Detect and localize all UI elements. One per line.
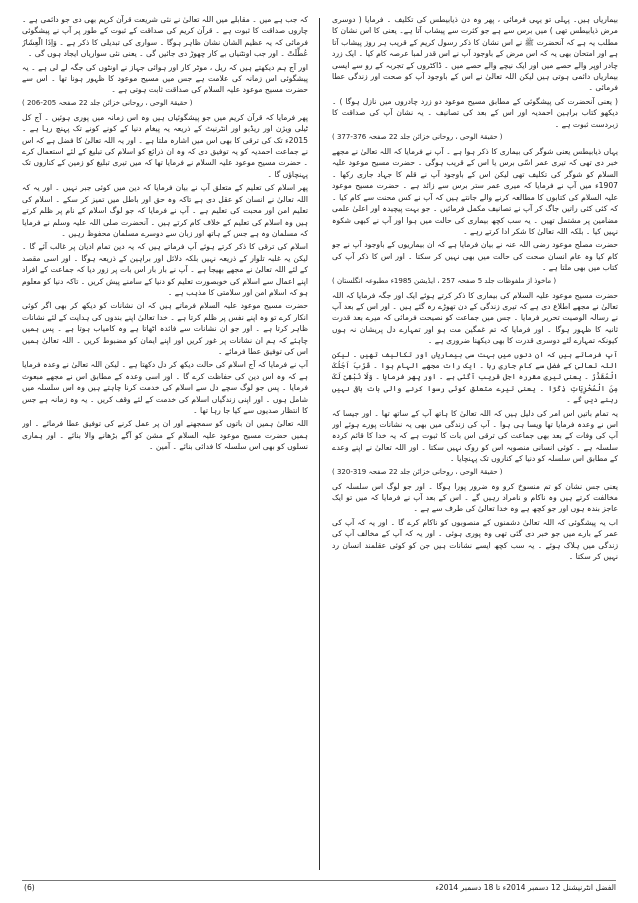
paragraph: یہاں ذیابیطس یعنی شوگر کی بیماری کا ذکر ہوا ہے ۔ آپ نے فرمایا کہ اللہ تعالیٰ نے مجھے خبر دی تھی کہ تیری عمر اسّی برس یا اس کے قریب ہوگی ۔ حضرت مسیح موعود علیہ السلام کو شوگر کی تکلیف تھی لیکن اس کے باوجود آپ نے قلم کا جہاد جاری رکھا ۔ 1907ء میں آپ نے فرمایا کہ میری عمر ستر برس سے زائد ہے ۔ حضرت مسیح موعود علیہ السلام کی کتابوں کا مطالعہ کرنے والے جانتے ہیں کہ آپ نے کس محنت سے کام کیا ۔ کہ کئی کئی راتیں جاگ کر آپ نے تصانیف مکمل فرمائیں ۔ جو بہت پیچیدہ اور اعلیٰ علمی مضامین پر مشتمل تھیں ۔ یہ سب کچھ بیماری کی حالت میں ہوا اور آپ نے کبھی شکوہ نہیں کیا ۔ بلکہ اللہ تعالیٰ کا شکر ادا کرتے رہے ۔: [332, 147, 618, 236]
paragraph: اسلام کی ترقی کا ذکر کرتے ہوئے آپ فرماتے ہیں کہ یہ دین تمام ادیان پر غالب آئے گا ۔ لیکن یہ غلبہ تلوار کے ذریعہ نہیں بلکہ دلائل اور براہین کے ذریعہ ہوگا ۔ اور اسی مقصد کے لئے اللہ تعالیٰ نے مجھے بھیجا ہے ۔ آپ نے بار بار اس بات پر زور دیا کہ جماعت کے افراد اپنے اعمال سے اسلام کی خوبصورت تعلیم کو دنیا کے سامنے پیش کریں ۔ تاکہ دنیا کو معلوم ہو کہ اسلام امن اور سلامتی کا مذہب ہے ۔: [22, 242, 308, 297]
paragraph: اللہ تعالیٰ ہمیں ان باتوں کو سمجھنے اور ان پر عمل کرنے کی توفیق عطا فرمائے ۔ اور ہمیں حضرت مسیح موعود علیہ السلام کے مشن کو آگے بڑھانے والا بنائے ۔ اور ہماری نسلوں کو بھی اس سلسلہ کا فدائی بنائے ۔ آمین ۔: [22, 419, 308, 452]
paragraph: حضرت مسیح موعود علیہ السلام کی بیماری کا ذکر کرتے ہوئے ایک اور جگہ فرمایا کہ اللہ تعالیٰ نے مجھے اطلاع دی ہے کہ تیری زندگی کے دن تھوڑے رہ گئے ہیں ۔ اور اس کے بعد آپ نے رسالہ الوصیت تحریر فرمایا ۔ جس میں جماعت کو نصیحت فرمائی کہ میرے بعد قدرت ثانیہ کا ظہور ہوگا ۔ اور فرمایا کہ تم غمگین مت ہو اور تمہارے دل پریشان نہ ہوں کیونکہ تمہارے لئے دوسری قدرت کا بھی دیکھنا ضروری ہے ۔: [332, 290, 618, 346]
paragraph: حضرت مصلح موعود رضی اللہ عنہ نے بیان فرمایا ہے کہ ان بیماریوں کے باوجود آپ نے جو کام کیا وہ عام انسان صحت کی حالت میں بھی نہیں کر سکتا ۔ اور اس کا ذکر آپ کی کتاب میں بھی ملتا ہے ۔: [332, 240, 618, 273]
paragraph: اب یہ پیشگوئی کہ اللہ تعالیٰ دشمنوں کے منصوبوں کو ناکام کرے گا ۔ اور یہ کہ آپ کی عمر کے بارے میں جو خبر دی گئی تھی وہ پوری ہوئی ۔ اور یہ کہ آپ کے مخالف آپ کی زندگی میں ہلاک ہوئے ۔ یہ سب کچھ ایسے نشانات ہیں جن کو کوئی عقلمند انسان رد نہیں کر سکتا ۔: [332, 517, 618, 562]
column-divider: [319, 18, 320, 870]
paragraph: ( یعنی آنحضرت کی پیشگوئی کے مطابق مسیح موعود دو زرد چادروں میں نازل ہوگا ) ۔ دیکھو کتاب براہین احمدیہ اور اس کے بعد کی تصانیف ۔ یہ نشان آپ کی صداقت کا زبردست ثبوت ہے ۔: [332, 96, 618, 129]
paragraph: پھر اسلام کی تعلیم کے متعلق آپ نے بیان فرمایا کہ دین میں کوئی جبر نہیں ۔ اور یہ کہ اللہ تعالیٰ نے انسان کو عقل دی ہے تاکہ وہ حق اور باطل میں تمیز کر سکے ۔ اسلام کی تعلیم امن اور محبت کی تعلیم ہے ۔ آپ نے فرمایا کہ جو لوگ اسلام کے نام پر ظلم کرتے ہیں وہ اسلام کی تعلیم کے خلاف کام کرتے ہیں ۔ آنحضرت صلی اللہ علیہ وسلم نے فرمایا کہ مسلمان وہ ہے جس کے ہاتھ اور زبان سے دوسرے مسلمان محفوظ رہیں ۔: [22, 183, 308, 238]
paragraph: آپ فرماتے ہیں کہ ان دنوں میں بہت سی بیماریاں اور تکالیف تھیں ۔ لیکن اللہ تعالیٰ کے فضل سے کام جاری رہا ۔ ایک رات مجھے الہام ہوا ۔ قَرُبَ اَجَلُکَ الْمُقَدَّرُ ۔ یعنی تیری مقررہ اجل قریب آگئی ہے ۔ اور پھر فرمایا ۔ وَلَا نُبْقِیْ لَکَ مِنَ الْمُخْزِیَاتِ ذِکْرًا ۔ یعنی تیرے متعلق کوئی رسوا کرنے والی بات باقی نہیں رہنے دیں گے ۔: [332, 349, 618, 405]
right-column: [332, 14, 618, 869]
citation: ( حقیقۃ الوحی ، روحانی خزائن جلد 22 صفحہ 376-377 ): [332, 133, 503, 142]
paragraph: پھر فرمایا کہ قرآن کریم میں جو پیشگوئیاں ہیں وہ اس زمانہ میں پوری ہوئیں ۔ آج کل ٹیلی ویژن اور ریڈیو اور انٹرنیٹ کے ذریعہ یہ پیغام دنیا کے کونے کونے تک پہنچ رہا ہے ۔ 2015ء تک کی ترقی کا بھی اس میں اشارہ ملتا ہے ۔ اور یہ اللہ تعالیٰ کا فضل ہے کہ اس نے جماعت احمدیہ کو یہ توفیق دی کہ وہ ان ذرائع کو اسلام کی تبلیغ کے لئے استعمال کرے ۔ حضرت مسیح موعود علیہ السلام نے فرمایا تھا کہ میں تیری تبلیغ کو زمین کے کناروں تک پہنچاؤں گا ۔: [22, 112, 308, 179]
left-column: [22, 14, 308, 869]
paragraph: کہ جب ہے میں ۔ مقابلے میں اللہ تعالیٰ نے نئی شریعت قرآن کریم بھی دی جو دائمی ہے ۔ چاروں صداقت کا ثبوت ہے ۔ قرآن کریم کی صداقت کے ثبوت کے طور پر آپ نے پیشگوئی فرمائی کہ یہ عظیم الشان نشان ظاہر ہوگا ۔ سواری کی تبدیلی کا ذکر ہے ۔ وَاِذَا الْعِشَارُ عُطِّلَتْ ۔ اور جب اونٹنیاں بے کار چھوڑ دی جائیں گی ۔ یعنی نئی سواریاں ایجاد ہوں گی ۔: [22, 15, 308, 59]
paragraph: اور آج ہم دیکھتے ہیں کہ ریل ، موٹر کار اور ہوائی جہاز نے اونٹوں کی جگہ لے لی ہے ۔ یہ پیشگوئی اس زمانہ کی علامت ہے جس میں مسیح موعود کا ظہور ہونا تھا ۔ اس سے حضرت مسیح موعود علیہ السلام کی صداقت ثابت ہوتی ہے ۔: [22, 62, 308, 95]
page-number: (6): [24, 883, 35, 892]
issue-date: الفضل انٹرنیشنل 12 دسمبر 2014ء تا 18 دسمبر 2014ء: [435, 883, 616, 892]
citation: ( ماخوذ از ملفوظات جلد 5 صفحہ 257 ، ایڈیشن 1985ء مطبوعہ انگلستان ): [332, 276, 557, 285]
paragraph: بیماریاں ہیں۔ پہلی تو یہی فرمائی ، پھر وہ دن ذیابیطس کی تکلیف ۔ فرمایا ( دوسری مرض ذیابیطس تھی ) میں برس سے ہے جو کثرت سے پیشاب آتا ہے۔ یعنی کا اس نشان کا مطلب یہ ہے کہ آنحضرت ﷺ نے اس نشان کا ذکر رسول کریم کے قریب ہر روز پیشاب آتا ہے اور امتحان بھی یہ کہ اس مرض کے باوجود آپ نے اس قدر لمبا عرصہ کام کیا ۔ ایک زرد چادر اوپر والے حصے میں اور ایک نیچے والے حصے میں ۔ ڈاکٹروں کے تجربہ کے رو سے ایسی بیماریاں دائمی ہوتی ہیں لیکن اللہ تعالیٰ نے اس کے باوجود آپ کو صحت اور زندگی عطا فرمائی ۔: [332, 15, 618, 93]
paragraph: حضرت مسیح موعود علیہ السلام فرماتے ہیں کہ ان نشانات کو دیکھ کر بھی اگر کوئی انکار کرے تو وہ اپنے نفس پر ظلم کرتا ہے ۔ خدا تعالیٰ اپنے بندوں کی ہدایت کے لئے نشانات ظاہر کرتا ہے ۔ اور جو ان نشانات سے فائدہ اٹھاتا ہے وہ کامیاب ہوتا ہے ۔ پس ہمیں چاہئے کہ ہم ان نشانات پر غور کریں اور اپنے ایمان کو مضبوط کریں ۔ اللہ تعالیٰ ہمیں اس کی توفیق عطا فرمائے ۔: [22, 301, 308, 356]
paragraph: آپ نے فرمایا کہ آج اسلام کی حالت دیکھ کر دل دکھتا ہے ۔ لیکن اللہ تعالیٰ نے وعدہ فرمایا ہے کہ وہ اس دین کی حفاظت کرے گا ۔ اور اسی وعدہ کے مطابق اس نے مجھے مبعوث فرمایا ۔ پس جو لوگ سچے دل سے اسلام کی خدمت کرنا چاہتے ہیں وہ اس سلسلہ میں شامل ہوں ۔ اور اپنی زندگیاں اسلام کی خدمت کے لئے وقف کریں ۔ یہ وہ زمانہ ہے جس کا انتظار صدیوں سے کیا جا رہا تھا ۔: [22, 360, 308, 415]
paragraph: یعنی جس نشان کو تم منسوخ کرو وہ ضرور پورا ہوگا ۔ اور جو لوگ اس سلسلہ کی مخالفت کرتے ہیں وہ ناکام و نامراد رہیں گے ۔ اس کے بعد آپ نے فرمایا کہ میں تو ایک عاجز بندہ ہوں اور جو کچھ ہے وہ خدا تعالیٰ کی طرف سے ہے ۔: [332, 481, 618, 514]
paragraph: یہ تمام باتیں اس امر کی دلیل ہیں کہ اللہ تعالیٰ کا ہاتھ آپ کے ساتھ تھا ۔ اور جیسا کہ اس نے وعدہ فرمایا تھا ویسا ہی ہوا ۔ آپ کی زندگی میں بھی یہ نشانات پورے ہوئے اور آپ کی وفات کے بعد بھی جماعت کی ترقی اس بات کا ثبوت ہے کہ یہ خدا کا قائم کردہ سلسلہ ہے ۔ کوئی انسانی منصوبہ اس کو روک نہیں سکتا ۔ اور اللہ تعالیٰ نے اپنے وعدے کے مطابق اس سلسلہ کو دنیا کے کناروں تک پہنچایا ۔: [332, 408, 618, 464]
newspaper-page: [22, 14, 618, 874]
citation: ( حقیقۃ الوحی ، روحانی خزائن جلد 22 صفحہ 319-320 ): [332, 467, 503, 476]
citation: ( حقیقۃ الوحی ، روحانی خزائن جلد 22 صفحہ 205-206 ): [22, 98, 193, 107]
page-footer: [22, 880, 616, 895]
